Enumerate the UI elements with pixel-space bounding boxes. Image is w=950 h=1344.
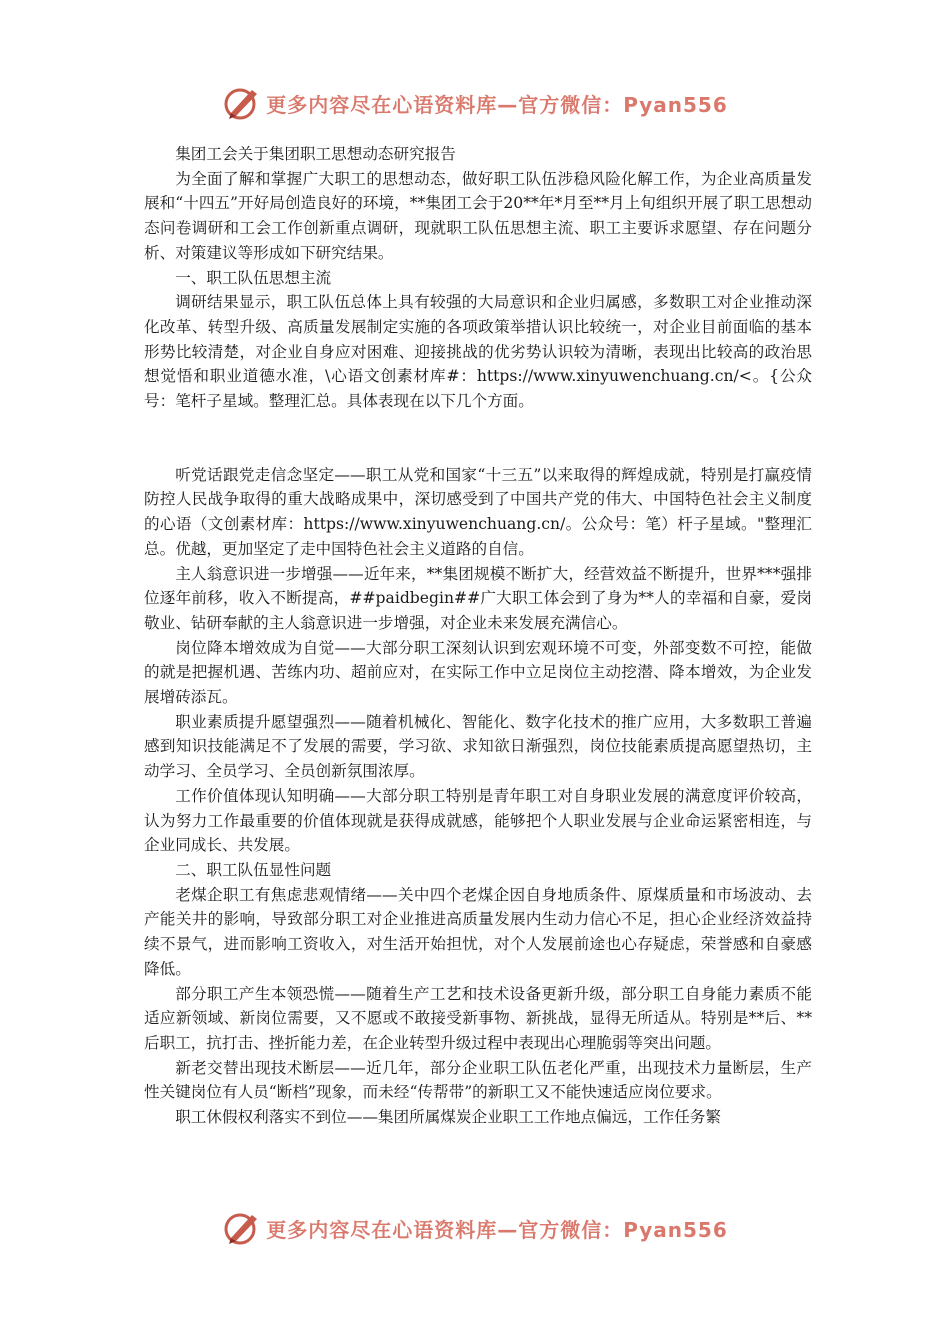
footer-banner — [0, 1205, 950, 1251]
paragraph-work-value: 工作价值体现认知明确——大部分职工特别是青年职工对自身职业发展的满意度评价较高，认为努力工作最重要的价值体现就是获得成就感，能够把个人职业发展与企业命运紧密相连，与企业同成长、共发展。 — [144, 786, 812, 855]
paragraph-skills: 职业素质提升愿望强烈——随着机械化、智能化、数字化技术的推广应用，大多数职工普遍感到知识技能满足不了发展的需要，学习欲、求知欲日渐强烈，岗位技能素质提高愿望热切，主动学习、全员学习、全员创新氛围浓厚。 — [144, 712, 812, 781]
paragraph-survey-results: 调研结果显示，职工队伍总体上具有较强的大局意识和企业归属感，多数职工对企业推动深化改革、转型升级、高质量发展制定实施的各项政策举措认识比较统一，对企业目前面临的基本形势比较清楚，对企业自身应对困难、迎接挑战的优劣势认识较为清晰，表现出比较高的政治思想觉悟和职业道德水准，\心语文创素材库#：https://www.xinyuwenchuang.cn/<。{公众号：笔杆子星域。整理汇总。具体表现在以下几个方面。 — [144, 293, 812, 411]
pen-circle-icon — [222, 1208, 262, 1248]
paragraph-intro: 为全面了解和掌握广大职工的思想动态，做好职工队伍涉稳风险化解工作，为企业高质量发展和“十四五”开好局创造良好的环境，**集团工会于20**年*月至**月上旬组织开展了职工思想动态问卷调研和工会工作创新重点调研，现就职工队伍思想主流、职工主要诉求愿望、存在问题分析、对策建议等形成如下研究结果。 — [144, 169, 812, 262]
section-heading-2: 二、职工队伍显性问题 — [175, 860, 332, 879]
banner-text: 更多内容尽在心语资料库—官方微信：Pyan556 — [266, 92, 728, 117]
document-body — [144, 142, 812, 1130]
paragraph-leave-rights: 职工休假权利落实不到位——集团所属煤炭企业职工工作地点偏远，工作任务繁 — [175, 1108, 721, 1127]
paragraph-anxiety: 老煤企职工有焦虑悲观情绪——关中四个老煤企因自身地质条件、原煤质量和市场波动、去产能关井的影响，导致部分职工对企业推进高质量发展内生动力信心不足，担心企业经济效益持续不景气，进而影响工资收入，对生活开始担忧，对个人发展前途也心存疑虑，荣誉感和自豪感降低。 — [144, 885, 812, 978]
paragraph-tech-gap: 新老交替出现技术断层——近几年，部分企业职工队伍老化严重，出现技术力量断层，生产性关键岗位有人员“断档”现象，而未经“传帮带”的新职工又不能快速适应岗位要求。 — [144, 1058, 812, 1102]
paragraph-ownership: 主人翁意识进一步增强——近年来，**集团规模不断扩大，经营效益不断提升，世界***强排位逐年前移，收入不断提高，##paidbegin##广大职工体会到了身为**人的幸福和自豪，爱岗敬业、钻研奉献的主人翁意识进一步增强，对企业未来发展充满信心。 — [144, 564, 812, 632]
document-title: 集团工会关于集团职工思想动态研究报告 — [175, 145, 456, 163]
banner-text: 更多内容尽在心语资料库—官方微信：Pyan556 — [266, 1217, 728, 1242]
section-heading-1: 一、职工队伍思想主流 — [175, 268, 332, 287]
paragraph-skill-panic: 部分职工产生本领恐慌——随着生产工艺和技术设备更新升级，部分职工自身能力素质不能适应新领域、新岗位需要，又不愿或不敢接受新事物、新挑战，显得无所适从。特别是**后、**后职工，抗打击、挫折能力差，在企业转型升级过程中表现出心理脆弱等突出问题。 — [144, 984, 812, 1052]
pen-circle-icon — [222, 83, 262, 123]
header-banner — [0, 80, 950, 126]
paragraph-cost-reduction: 岗位降本增效成为自觉——大部分职工深刻认识到宏观环境不可变，外部变数不可控，能做的就是把握机遇、苦练内功、超前应对，在实际工作中立足岗位主动挖潜、降本增效，为企业发展增砖添瓦。 — [144, 638, 812, 707]
paragraph-party-belief: 听党话跟党走信念坚定——职工从党和国家“十三五”以来取得的辉煌成就，特别是打赢疫情防控人民战争取得的重大战略成果中，深切感受到了中国共产党的伟大、中国特色社会主义制度的心语（文创素材库：https://www.xinyuwenchuang.cn/。公众号：笔）杆子星域。"整理汇总。优越，更加坚定了走中国特色社会主义道路的自信。 — [144, 465, 812, 558]
blank-line — [144, 414, 812, 463]
